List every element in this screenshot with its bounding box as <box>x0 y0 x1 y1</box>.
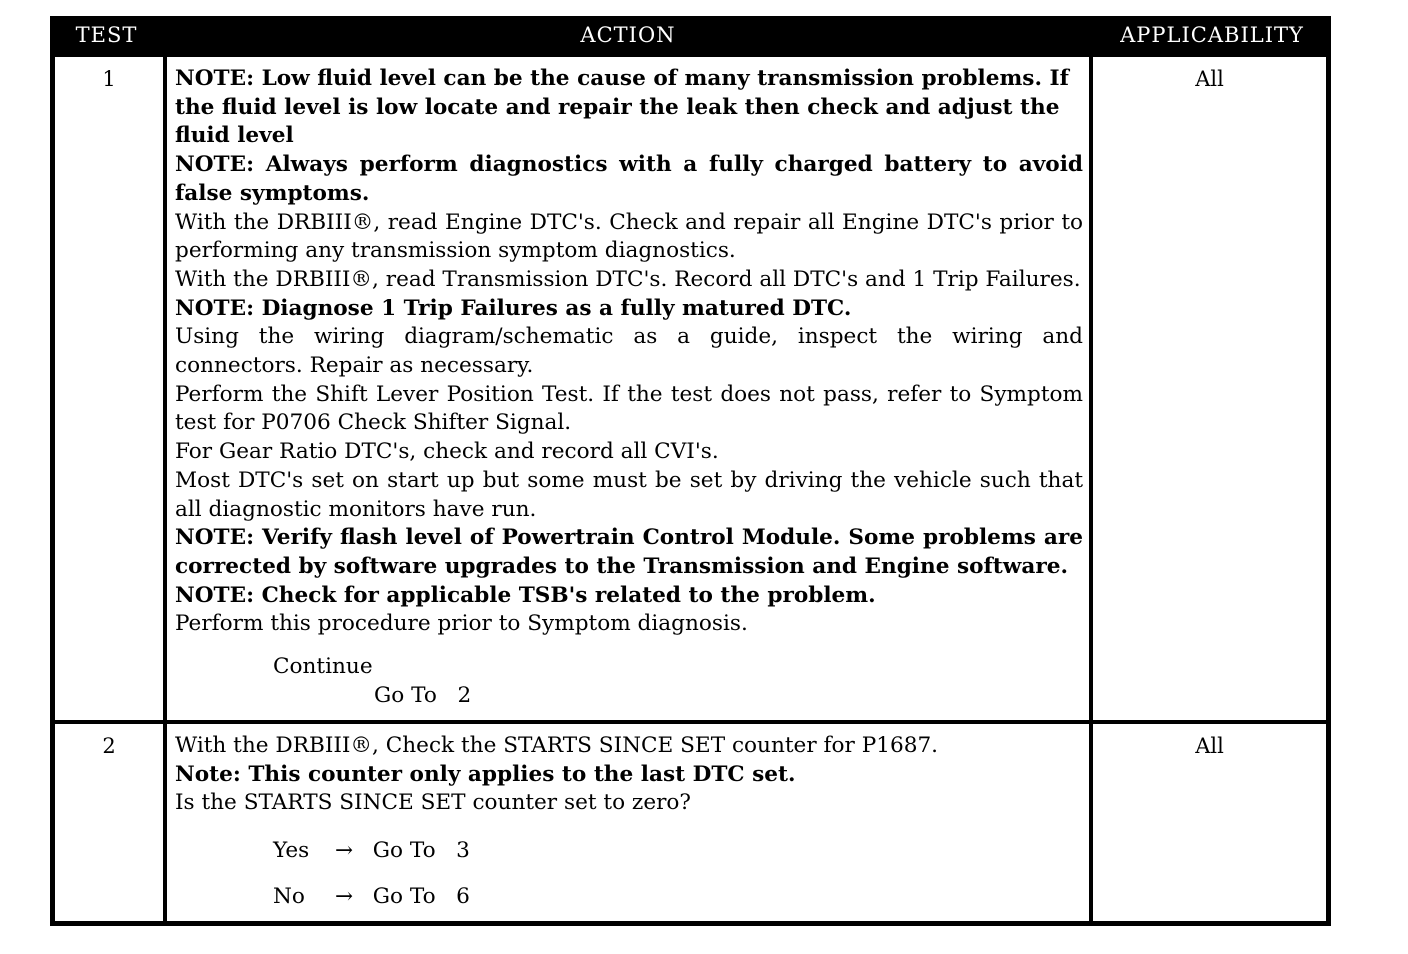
row2-line-2: Note: This counter only applies to the last DTC set. <box>175 761 796 787</box>
row1-line-3: With the DRBIII®, read Engine DTC's. Check and repair all Engine DTC's prior to performing any transmission symptom diagnostics. <box>175 209 1083 264</box>
row1-line-4: With the DRBIII®, read Transmission DTC's. Record all DTC's and 1 Trip Failures. <box>175 266 1081 292</box>
row1-line-8: For Gear Ratio DTC's, check and record all CVI's. <box>175 439 719 465</box>
row1-line-9: Most DTC's set on start up but some must be set by driving the vehicle such that all diagnostic monitors have run. <box>175 467 1083 522</box>
row2-line-1: With the DRBIII®, Check the STARTS SINCE SET counter for P1687. <box>175 733 939 758</box>
header-action: ACTION <box>580 23 676 47</box>
row1-line-1: NOTE: Low fluid level can be the cause of many transmission problems. If the fluid level is low locate and repair the leak then check and adjust the fluid level <box>175 66 1069 149</box>
row2-option-yes-answer: Yes <box>273 838 310 863</box>
row2-option-yes-goto: Go To <box>372 838 436 863</box>
row1-line-11: NOTE: Check for applicable TSB's related to the problem. <box>175 582 876 608</box>
row1-test-number: 1 <box>55 57 163 720</box>
row1-line-10: NOTE: Verify flash level of Powertrain Control Module. Some problems are corrected by software upgrades to the Transmission and Engine software. <box>175 525 1083 579</box>
arrow-right-icon: → <box>334 884 354 909</box>
row1-goto-link[interactable] <box>374 682 471 711</box>
row1-action <box>167 57 1089 720</box>
row2-test-number: 2 <box>55 724 163 921</box>
row1-line-12: Perform this procedure prior to Symptom diagnosis. <box>175 611 748 637</box>
row1-line-6: Using the wiring diagram/schematic as a guide, inspect the wiring and connectors. Repair as necessary. <box>175 324 1083 379</box>
row2-option-no-target: 6 <box>456 884 470 909</box>
row1-goto-target: 2 <box>457 683 472 708</box>
row2-action <box>167 724 1089 921</box>
row2-option-no[interactable] <box>273 883 470 912</box>
arrow-right-icon: → <box>334 838 354 863</box>
header-applicability: APPLICABILITY <box>1120 23 1304 47</box>
row1-line-7: Perform the Shift Lever Position Test. If the test does not pass, refer to Symptom test for P0706 Check Shifter Signal. <box>175 381 1083 436</box>
row2-applicability: All <box>1093 724 1326 921</box>
row2-option-yes[interactable] <box>273 837 470 866</box>
row1-line-2: NOTE: Always perform diagnostics with a fully charged battery to avoid false symptoms. <box>175 152 1083 206</box>
header-test: TEST <box>75 23 138 47</box>
row1-line-5: NOTE: Diagnose 1 Trip Failures as a fully matured DTC. <box>175 295 852 321</box>
row1-applicability: All <box>1093 57 1326 720</box>
row2-line-3: Is the STARTS SINCE SET counter set to zero? <box>175 790 691 816</box>
diagnostic-table <box>50 16 1331 926</box>
row1-goto-label: Go To <box>374 683 437 708</box>
row1-continue-option[interactable]: Continue <box>273 654 373 679</box>
row2-option-no-answer: No <box>273 884 305 909</box>
row2-option-yes-target: 3 <box>456 838 470 863</box>
row2-option-no-goto: Go To <box>372 884 436 909</box>
